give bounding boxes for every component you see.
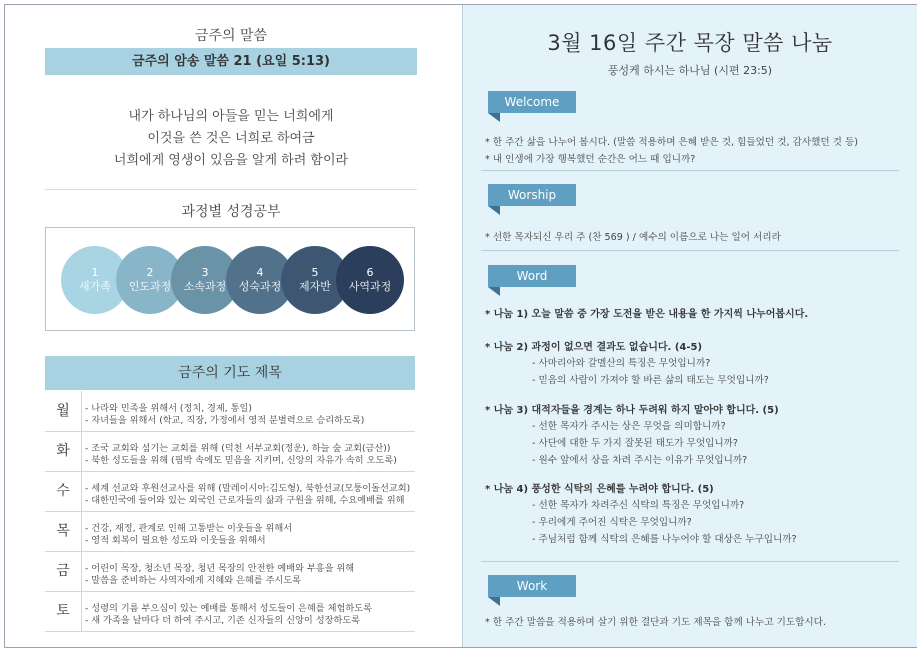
sharing-sub-question: - 사단에 대한 두 가지 잘못된 태도가 무엇입니까? — [532, 438, 738, 449]
section-tag-word: Word — [488, 265, 576, 287]
course-label: 인도과정 — [128, 280, 172, 293]
tag-fold — [488, 597, 500, 606]
sharing-sub-question: - 믿음의 사람이 가져야 할 바른 삶의 태도는 무엇입니까? — [532, 375, 769, 386]
sharing-sub-question: - 원수 앞에서 상을 차려 주시는 이유가 무엇입니까? — [532, 455, 748, 466]
welcome-line: * 내 인생에 가장 행복했던 순간은 어느 때 입니까? — [485, 154, 696, 165]
memory-verse-banner: 금주의 암송 말씀 21 (요일 5:13) — [45, 48, 417, 75]
page-subtitle: 풍성케 하시는 하나님 (시편 23:5) — [607, 64, 773, 77]
course-label: 제자반 — [299, 280, 331, 293]
prayer-row — [45, 391, 415, 432]
course-circles-box — [45, 227, 415, 331]
sharing-sub-question: - 사마리아와 갈멜산의 특징은 무엇입니까? — [532, 358, 711, 369]
course-number: 5 — [311, 266, 319, 279]
prayer-item: - 대한민국에 들어와 있는 외국인 근로자들의 삶과 구원을 위해, 수요예배를 위해 — [85, 495, 405, 506]
prayer-day: 토 — [45, 591, 82, 631]
course-number: 6 — [366, 266, 374, 279]
prayer-item: - 자녀들을 위해서 (학교, 직장, 가정에서 영적 분별력으로 승리하도록) — [85, 415, 365, 426]
section-tag-worship: Worship — [488, 184, 576, 206]
prayer-item: - 나라와 민족을 위해서 (정치, 경제, 통일) — [85, 403, 252, 414]
right-panel — [462, 5, 917, 647]
course-label: 소속과정 — [183, 280, 227, 293]
prayer-item: - 새 가족을 날마다 더 하여 주시고, 기존 신자들의 신앙이 성장하도록 — [85, 615, 361, 626]
prayer-item: - 북한 성도들을 위해 (핍박 속에도 믿음을 지키며, 신앙의 자유가 속히 오도록) — [85, 455, 397, 466]
sharing-sub-question: - 선한 목자가 차려주신 식탁의 특징은 무엇입니까? — [532, 500, 745, 511]
course-label: 새가족 — [79, 280, 111, 293]
prayer-day: 화 — [45, 431, 82, 471]
divider — [481, 561, 899, 562]
prayer-item: - 건강, 재정, 관계로 인해 고통받는 이웃들을 위해서 — [85, 523, 293, 534]
sharing-question: * 나눔 3) 대적자들을 경계는 하나 두려워 하지 말아야 합니다. (5) — [485, 405, 779, 416]
course-number: 3 — [201, 266, 209, 279]
bible-study-title: 과정별 성경공부 — [181, 204, 281, 220]
tag-fold — [488, 206, 500, 215]
prayer-row — [45, 471, 415, 512]
sharing-question: * 나눔 4) 풍성한 식탁의 은혜를 누려야 합니다. (5) — [485, 484, 714, 495]
prayer-day: 수 — [45, 471, 82, 511]
prayer-item: - 말씀을 준비하는 사역자에게 지혜와 은혜를 주시도록 — [85, 575, 302, 586]
course-number: 2 — [146, 266, 154, 279]
weekly-word-title: 금주의 말씀 — [194, 28, 268, 44]
sharing-sub-question: - 우리에게 주어진 식탁은 무엇입니까? — [532, 517, 692, 528]
prayer-row — [45, 591, 415, 632]
tag-fold — [488, 113, 500, 122]
welcome-line: * 한 주간 삶을 나누어 봅시다. (말씀 적용하며 은혜 받은 것, 힘들었던 것, 감사했던 것 등) — [485, 137, 859, 148]
section-tag-welcome: Welcome — [488, 91, 576, 113]
work-line: * 한 주간 말씀을 적용하며 살기 위한 결단과 기도 제목을 함께 나누고 기도합시다. — [485, 617, 827, 628]
prayer-day: 목 — [45, 511, 82, 551]
divider — [481, 170, 899, 171]
prayer-row — [45, 431, 415, 472]
prayer-item: - 성령의 기름 부으심이 있는 예배를 통해서 성도들이 은혜를 체험하도록 — [85, 603, 372, 614]
prayer-item: - 영적 회복이 필요한 성도와 이웃들을 위해서 — [85, 535, 266, 546]
page-title: 3월 16일 주간 목장 말씀 나눔 — [547, 31, 833, 55]
prayer-list-header: 금주의 기도 제목 — [45, 356, 415, 390]
prayer-item: - 세계 선교와 후원선교사를 위해 (말레이시아:김도형), 북한선교(모퉁이돌선교회) — [85, 483, 411, 494]
prayer-day: 월 — [45, 391, 82, 431]
prayer-row — [45, 511, 415, 552]
prayer-row — [45, 551, 415, 592]
section-tag-work: Work — [488, 575, 576, 597]
divider — [481, 250, 899, 251]
sharing-question: * 나눔 1) 오늘 말씀 중 가장 도전을 받은 내용을 한 가지씩 나누어봅시다. — [485, 309, 809, 320]
verse-line: 이것을 쓴 것은 너희로 하여금 — [147, 131, 315, 146]
prayer-item: - 조국 교회와 섬기는 교회를 위해 (덕천 서부교회(정운), 하늘 숲 교회(금산)) — [85, 443, 391, 454]
tag-fold — [488, 287, 500, 296]
course-circle-6 — [336, 246, 404, 314]
verse-line: 너희에게 영생이 있음을 알게 하려 함이라 — [113, 153, 349, 168]
worship-line: * 선한 목자되신 우리 주 (찬 569 ) / 예수의 이름으로 나는 일어 서리라 — [485, 232, 781, 243]
sharing-question: * 나눔 2) 과정이 없으면 결과도 없습니다. (4-5) — [485, 342, 703, 353]
left-panel — [5, 5, 461, 647]
bulletin-page — [4, 4, 917, 648]
course-label: 성숙과정 — [238, 280, 282, 293]
course-label: 사역과정 — [348, 280, 392, 293]
course-number: 4 — [256, 266, 264, 279]
divider — [45, 189, 417, 190]
sharing-sub-question: - 주님처럼 함께 식탁의 은혜를 나누어야 할 대상은 누구입니까? — [532, 534, 797, 545]
prayer-item: - 어린이 목장, 청소년 목장, 청년 목장의 안전한 예배와 부흥을 위해 — [85, 563, 355, 574]
verse-line: 내가 하나님의 아들을 믿는 너희에게 — [128, 109, 334, 124]
prayer-day: 금 — [45, 551, 82, 591]
course-number: 1 — [91, 266, 99, 279]
sharing-sub-question: - 선한 목자가 주시는 상은 무엇을 의미합니까? — [532, 421, 726, 432]
